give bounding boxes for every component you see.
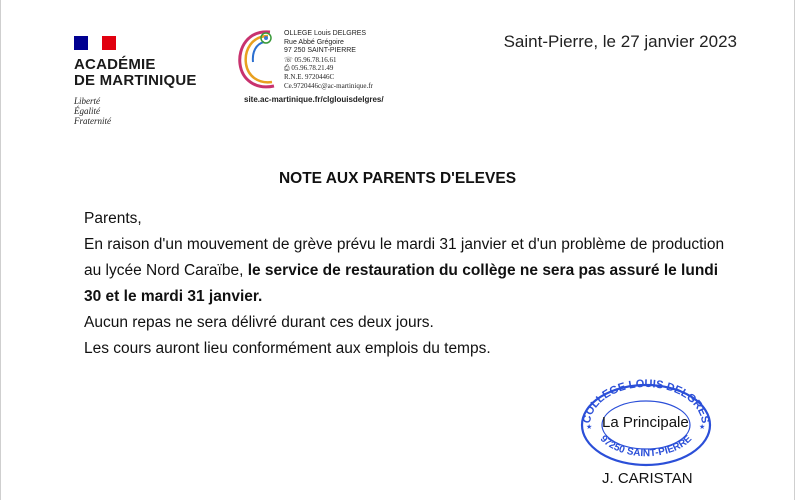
stamp-bottom-text: 97250 SAINT-PIERRE	[597, 433, 695, 460]
college-city: 97 250 SAINT-PIERRE	[284, 47, 356, 55]
academie-logo	[74, 36, 214, 126]
devise-fraternite: Fraternité	[74, 116, 111, 126]
paragraph-1-line-3: 30 et le mardi 31 janvier.	[84, 288, 263, 305]
academie-name-line1: ACADÉMIE	[74, 56, 156, 73]
note-title: NOTE AUX PARENTS D'ELEVES	[278, 170, 517, 187]
letter-date: Saint-Pierre, le 27 janvier 2023	[503, 32, 737, 51]
devise	[74, 96, 214, 126]
college-phone: 05.96.78.16.61	[294, 55, 337, 64]
salutation: Parents,	[84, 210, 142, 227]
svg-text:97250 SAINT-PIERRE	[598, 433, 695, 459]
paragraph-1-line-1: En raison d'un mouvement de grève prévu le mardi 31 janvier et d'un problème de production	[84, 236, 725, 253]
svg-text:★: ★	[699, 424, 706, 431]
college-email: Ce.9720446c@ac-martinique.fr	[284, 81, 373, 90]
paragraph-3: Les cours auront lieu conformément aux emplois du temps.	[84, 340, 491, 357]
svg-text:★: ★	[586, 424, 593, 431]
devise-egalite: Égalité	[74, 106, 100, 116]
marianne-flag-icon	[74, 36, 116, 50]
devise-liberte: Liberté	[74, 96, 100, 106]
page-edge-left	[0, 0, 1, 500]
note-body	[84, 206, 744, 362]
college-rne: R.N.E. 9720446C	[284, 72, 335, 81]
paragraph-1-line-2-plain: au lycée Nord Caraïbe,	[84, 262, 248, 279]
paragraph-1-line-2-bold: le service de restauration du collège ne sera pas assuré le lundi	[247, 262, 719, 279]
stamp-top-text: COLLEGE LOUIS DELGRES	[580, 377, 712, 425]
paragraph-1-line-2	[84, 258, 744, 284]
college-fax: 05.96.78.21.49	[291, 64, 334, 73]
phone-icon: ☏	[284, 55, 295, 64]
college-logo-icon	[234, 26, 282, 92]
college-website: site.ac-martinique.fr/clglouisdelgres/	[244, 95, 384, 104]
college-name: OLLEGE Louis DELGRES	[284, 30, 367, 37]
college-street: Rue Abbé Grégoire	[284, 38, 344, 46]
academie-name-line2: DE MARTINIQUE	[74, 72, 197, 89]
signer-title: La Principale	[602, 414, 689, 431]
fax-icon: ⎙	[284, 64, 292, 73]
paragraph-2: Aucun repas ne sera délivré durant ces deux jours.	[84, 314, 434, 331]
signer-name: J. CARISTAN	[602, 470, 693, 487]
college-address	[284, 30, 373, 90]
